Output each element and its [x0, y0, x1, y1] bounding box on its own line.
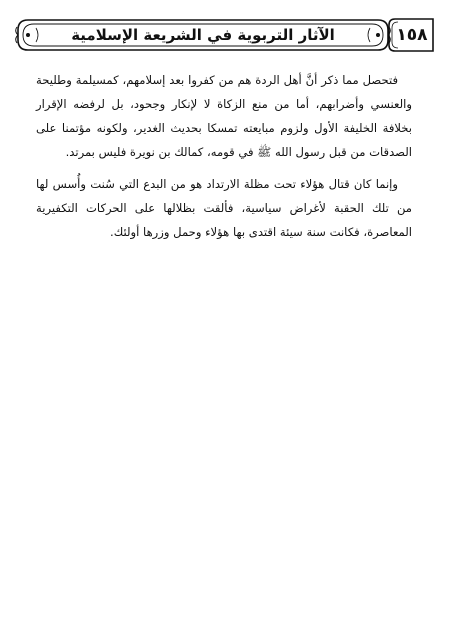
paragraph-2: وإنما كان قتال هؤلاء تحت مظلة الارتداد هو من البدع التي سُنت وأُسس لها من تلك الحقبة لأغراض سياسية، فألقت بظلالها على الحركات التكفيرية المعاصرة، فكانت سنة سيئة اقتدى بها هؤلاء وحمل وزرها أولئك. [36, 177, 412, 239]
title-banner [14, 16, 392, 54]
page-number-box [388, 18, 434, 52]
book-title: الآثار التربوية في الشريعة الإسلامية [71, 26, 335, 44]
paragraph-1: فتحصل مما ذكر أنَّ أهل الردة هم من كفروا بعد إسلامهم، كمسيلمة وطليحة والعنسي وأضرابهم، أما من منع الزكاة لا لإنكار وجحود، بل لرفضه الإقرار بخلافة الخليفة الأول ولزوم مبايعته تمسكا بحديث الغدير، ولكونه مؤتمنا على الصدقات من قبل رسول الله ﷺ في قومه، كمالك بن نويرة فليس بمرتد. [36, 73, 412, 159]
body-text [36, 68, 412, 244]
page-number: ١٥٨ [396, 25, 428, 45]
page-header [14, 16, 434, 54]
